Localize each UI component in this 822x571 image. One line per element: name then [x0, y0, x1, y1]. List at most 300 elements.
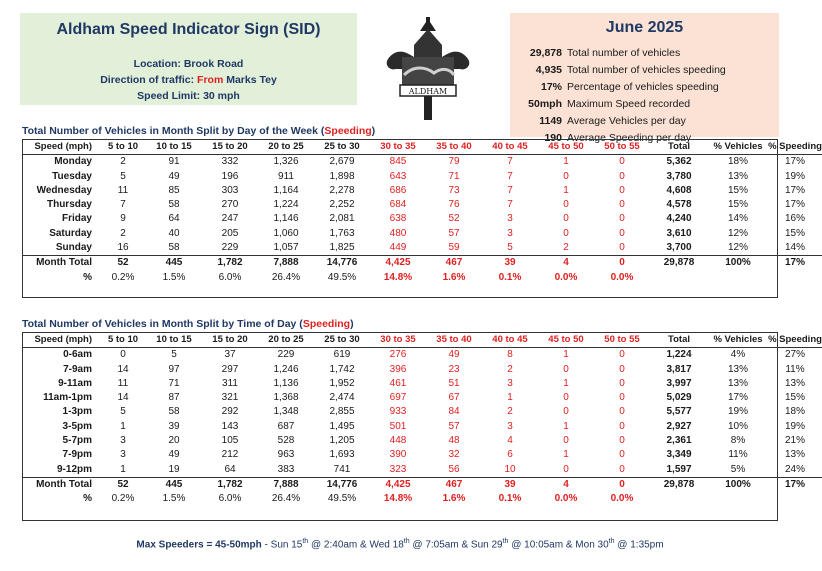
table-cell: 14% — [727, 213, 748, 225]
table-row — [22, 377, 822, 391]
table-cell: 14,776 — [314, 477, 370, 492]
table-cell: 11 — [117, 377, 129, 389]
table-cell: % — [83, 493, 92, 505]
table-cell: 29,878 — [650, 256, 708, 271]
table-cell: 19% — [784, 170, 805, 182]
table-cell: 4 — [538, 477, 594, 492]
table-cell: 467 — [426, 477, 482, 492]
table-cell: 0 — [619, 213, 625, 225]
table-cell: 15% — [784, 392, 805, 404]
table-cell: 212 — [221, 449, 239, 461]
table-cell: 6 — [507, 449, 513, 461]
table-cell: 1 — [563, 349, 569, 361]
table-cell: 3 — [507, 377, 513, 389]
table-cell: 0.1% — [498, 271, 522, 283]
table-cell: 4,425 — [370, 256, 426, 271]
table-cell: 303 — [221, 184, 239, 196]
table-cell: 0 — [619, 463, 625, 475]
table-cell: 528 — [277, 435, 295, 447]
table-cell: 7-9pm — [62, 449, 92, 461]
table-cell: 57 — [448, 420, 460, 432]
table-cell: 697 — [389, 392, 407, 404]
table-cell: Wednesday — [36, 184, 92, 196]
table-cell: 3 — [507, 213, 513, 225]
table-cell: 480 — [389, 227, 407, 239]
table-cell: 1 — [563, 449, 569, 461]
table-cell: 91 — [168, 156, 180, 168]
table-cell: 1 — [120, 420, 126, 432]
month-total-row — [22, 477, 822, 492]
table-cell: 619 — [333, 349, 351, 361]
column-header: 30 to 35 — [380, 334, 416, 345]
table-cell: 4,578 — [666, 199, 692, 211]
day-of-week-table — [22, 140, 822, 285]
table-cell: 449 — [389, 242, 407, 254]
table-cell: 76 — [448, 199, 460, 211]
table-cell: 247 — [221, 213, 239, 225]
table-cell: 17% — [727, 392, 748, 404]
table-cell: 0 — [619, 242, 625, 254]
table-cell: 2,081 — [329, 213, 355, 225]
table-cell: 52 — [448, 213, 460, 225]
table-cell: 2 — [507, 406, 513, 418]
table-cell: 1,224 — [666, 349, 692, 361]
table-cell: 1,825 — [329, 242, 355, 254]
column-header: 50 to 55 — [604, 141, 640, 152]
table-cell: 390 — [389, 449, 407, 461]
table-cell: 5,362 — [666, 156, 692, 168]
table-cell: 1,495 — [329, 420, 355, 432]
table-cell: 39 — [482, 477, 538, 492]
table-cell: 52 — [100, 477, 146, 492]
table-cell: 4,240 — [666, 213, 692, 225]
table-cell: 7 — [507, 170, 513, 182]
column-header: 40 to 45 — [492, 334, 528, 345]
table-cell: 205 — [221, 227, 239, 239]
table-cell: 1.5% — [162, 493, 186, 505]
table-cell: 11 — [117, 184, 129, 196]
table-cell: 445 — [146, 477, 202, 492]
table-cell: 13% — [727, 363, 748, 375]
table-cell: 741 — [333, 463, 351, 475]
column-header: % Speeding — [768, 141, 822, 152]
table-cell: 85 — [168, 184, 180, 196]
table-cell: 10% — [727, 420, 748, 432]
sign-name: ALDHAM — [408, 87, 448, 96]
table-cell: 383 — [277, 463, 295, 475]
table-cell: 14 — [117, 392, 129, 404]
table-row — [22, 363, 822, 377]
table-cell: 1,057 — [273, 242, 299, 254]
table-cell: 40 — [168, 227, 180, 239]
column-header: 20 to 25 — [268, 141, 304, 152]
table-cell: 19 — [168, 463, 180, 475]
table-cell: 49 — [448, 349, 460, 361]
table-cell: Thursday — [46, 199, 92, 211]
table-cell: 100% — [708, 477, 768, 492]
table-cell: 19% — [727, 406, 748, 418]
table-cell: 9-12pm — [56, 463, 92, 475]
table-cell: 5,029 — [666, 392, 692, 404]
table-cell: 11% — [785, 363, 805, 375]
column-header: Total — [668, 334, 690, 345]
table-cell: 48 — [448, 435, 460, 447]
time-of-day-table — [22, 333, 822, 507]
table-cell: 0 — [594, 256, 650, 271]
column-header: % Vehicles — [713, 141, 763, 152]
table-cell: 13% — [784, 449, 805, 461]
table-cell: 1-3pm — [62, 406, 92, 418]
table-cell: 49.5% — [327, 271, 357, 283]
table-cell: 0 — [619, 377, 625, 389]
table-cell: 196 — [221, 170, 239, 182]
column-header: 50 to 55 — [604, 334, 640, 345]
table-cell: 2 — [563, 242, 569, 254]
table-cell: 5 — [171, 349, 177, 361]
table-cell: 17% — [768, 477, 822, 492]
table-cell: 4,425 — [370, 477, 426, 492]
table-cell: 12% — [727, 227, 748, 239]
table-cell: 0 — [619, 363, 625, 375]
table-cell: 0.1% — [498, 493, 522, 505]
column-header: 10 to 15 — [156, 334, 192, 345]
table-cell: 51 — [448, 377, 460, 389]
table-cell: 1,898 — [329, 170, 355, 182]
table-cell: 2,474 — [329, 392, 355, 404]
table-cell: 2 — [507, 363, 513, 375]
table-cell: 0.2% — [111, 493, 135, 505]
table-cell: 229 — [221, 242, 239, 254]
table-cell: 0 — [563, 435, 569, 447]
table-cell: 7 — [120, 199, 126, 211]
column-header: 25 to 30 — [324, 334, 360, 345]
table-cell: 15% — [727, 184, 748, 196]
table-cell: Month Total — [22, 477, 100, 492]
table-cell: Saturday — [49, 227, 92, 239]
table-cell: 2,278 — [329, 184, 355, 196]
table-cell: 687 — [277, 420, 295, 432]
table-cell: 14.8% — [383, 271, 413, 283]
title-box — [20, 13, 357, 105]
column-header: 10 to 15 — [156, 141, 192, 152]
table-cell: 6.0% — [218, 493, 242, 505]
table-cell: 3,610 — [666, 227, 692, 239]
table-cell: 1.5% — [162, 271, 186, 283]
table-cell: 0-6am — [63, 349, 92, 361]
column-header: 45 to 50 — [548, 334, 584, 345]
table-cell: 2,927 — [666, 420, 692, 432]
table-row — [22, 155, 822, 170]
table-cell: 49 — [168, 449, 180, 461]
column-header: Total — [668, 141, 690, 152]
table-cell: 5 — [120, 406, 126, 418]
table-cell: 1,952 — [329, 377, 355, 389]
table-cell: 100% — [708, 256, 768, 271]
table-cell: 3,700 — [666, 242, 692, 254]
table-cell: 13% — [727, 377, 748, 389]
table-cell: 58 — [168, 242, 180, 254]
table-cell: 71 — [448, 170, 460, 182]
table-cell: 3 — [507, 227, 513, 239]
table-cell: 14.8% — [383, 493, 413, 505]
table-cell: 0 — [563, 463, 569, 475]
table-cell: 23 — [448, 363, 460, 375]
table-cell: 26.4% — [271, 271, 301, 283]
table-row — [22, 198, 822, 212]
table-cell: 15% — [784, 227, 805, 239]
column-header: 45 to 50 — [548, 141, 584, 152]
table-cell: 87 — [168, 392, 180, 404]
table-cell: 64 — [224, 463, 236, 475]
table-cell: 5% — [730, 463, 746, 475]
table-cell: 1,782 — [202, 256, 258, 271]
table-cell: 2,679 — [329, 156, 355, 168]
table-cell: 297 — [221, 363, 239, 375]
table-cell: 56 — [448, 463, 460, 475]
table-cell: 58 — [168, 406, 180, 418]
table-cell: 0 — [619, 406, 625, 418]
summary-row: 1149 Average Vehicles per day — [539, 115, 686, 127]
table-row — [22, 420, 822, 434]
table-cell: 1,742 — [329, 363, 355, 375]
table-cell: 643 — [389, 170, 407, 182]
table-cell: 1,763 — [329, 227, 355, 239]
percent-row — [22, 271, 822, 285]
table-cell: 1.6% — [442, 271, 466, 283]
column-header: Speed (mph) — [34, 141, 92, 152]
table-cell: 16% — [784, 213, 805, 225]
table-cell: 5 — [507, 242, 513, 254]
percent-row — [22, 492, 822, 506]
column-header: Speed (mph) — [34, 334, 92, 345]
table-cell: 461 — [389, 377, 407, 389]
table-cell: 1 — [563, 420, 569, 432]
table-cell: 396 — [389, 363, 407, 375]
table-cell: 0.0% — [554, 493, 578, 505]
table-cell: 1,205 — [329, 435, 355, 447]
table-cell: 8 — [507, 349, 513, 361]
column-header: 15 to 20 — [212, 334, 248, 345]
table-cell: 963 — [277, 449, 295, 461]
table-cell: 5,577 — [666, 406, 692, 418]
table-cell: 1 — [563, 156, 569, 168]
table-cell: 12% — [727, 242, 748, 254]
table-cell: 845 — [389, 156, 407, 168]
table-cell: 1,693 — [329, 449, 355, 461]
table-cell: 84 — [448, 406, 460, 418]
table-cell: 0 — [619, 184, 625, 196]
table-cell: 97 — [168, 363, 180, 375]
table-cell: 448 — [389, 435, 407, 447]
table-row — [22, 227, 822, 241]
table-cell: 7,888 — [258, 256, 314, 271]
report-month: June 2025 — [605, 19, 684, 36]
table-cell: 6.0% — [218, 271, 242, 283]
table-cell: 39 — [168, 420, 180, 432]
column-header: 35 to 40 — [436, 141, 472, 152]
table-cell: 21% — [784, 435, 805, 447]
table-cell: 3-5pm — [62, 420, 92, 432]
table-cell: % — [83, 271, 92, 283]
table-cell: 7-9am — [63, 363, 92, 375]
column-header: 35 to 40 — [436, 334, 472, 345]
table-cell: 0 — [619, 170, 625, 182]
table-cell: 276 — [389, 349, 407, 361]
table-cell: 1.6% — [442, 493, 466, 505]
table-cell: 17% — [784, 199, 805, 211]
table-cell: 4 — [538, 256, 594, 271]
table-cell: 1,368 — [273, 392, 299, 404]
table-cell: 686 — [389, 184, 407, 196]
table-cell: 0 — [563, 363, 569, 375]
table-cell: 4 — [507, 435, 513, 447]
table-cell: 0 — [619, 420, 625, 432]
table-cell: 0 — [563, 199, 569, 211]
table-cell: 638 — [389, 213, 407, 225]
table-cell: 1,146 — [273, 213, 299, 225]
table-cell: Friday — [61, 213, 92, 225]
table-cell: 445 — [146, 256, 202, 271]
table-cell: 0 — [619, 349, 625, 361]
table-cell: 3,349 — [666, 449, 692, 461]
table-cell: 14 — [117, 363, 129, 375]
table-cell: 17% — [784, 184, 805, 196]
table-cell: 1,136 — [273, 377, 299, 389]
table-cell: 1,246 — [273, 363, 299, 375]
column-header: % Speeding — [768, 334, 822, 345]
table-cell: 27% — [784, 349, 805, 361]
table-cell: 0.0% — [610, 271, 634, 283]
table-cell: Sunday — [55, 242, 92, 254]
sign-title: Aldham Speed Indicator Sign (SID) — [56, 21, 321, 38]
column-header: 5 to 10 — [107, 334, 139, 345]
summary-row: 50mph Maximum Speed recorded — [528, 98, 691, 110]
max-speeders-note: Max Speeders = 45-50mph - Sun 15th @ 2:40am & Wed 18th @ 7:05am & Sun 29th @ 10:05am & Mon 30th @ 1:35pm — [136, 538, 664, 551]
table-cell: 684 — [389, 199, 407, 211]
table-cell: 1 — [507, 392, 513, 404]
table-cell: 11% — [728, 449, 748, 461]
table-row — [22, 448, 822, 462]
table-cell: 1,326 — [273, 156, 299, 168]
table-cell: 64 — [168, 213, 180, 225]
table-cell: 7 — [507, 199, 513, 211]
summary-box — [510, 13, 779, 144]
table-cell: 3 — [120, 435, 126, 447]
table-row — [22, 212, 822, 226]
table-cell: 5-7pm — [62, 435, 92, 447]
table-cell: Monday — [54, 156, 92, 168]
summary-row: 4,935 Total number of vehicles speeding — [535, 64, 726, 76]
table-cell: 71 — [168, 377, 180, 389]
table-cell: 11am-1pm — [43, 392, 92, 404]
table-cell: 52 — [100, 256, 146, 271]
table-cell: 57 — [448, 227, 460, 239]
day-of-week-table-title: Total Number of Vehicles in Month Split by Day of the Week (Speeding) — [22, 125, 376, 137]
table-cell: 1,348 — [273, 406, 299, 418]
table-cell: 311 — [222, 377, 238, 389]
table-cell: 18% — [784, 406, 805, 418]
table-cell: 37 — [224, 349, 236, 361]
table-cell: 20 — [168, 435, 180, 447]
table-cell: 4% — [730, 349, 746, 361]
table-cell: 1 — [120, 463, 126, 475]
table-cell: 5 — [120, 170, 126, 182]
month-total-row — [22, 256, 822, 271]
table-cell: 229 — [277, 349, 295, 361]
column-header: 5 to 10 — [107, 141, 139, 152]
table-row — [22, 434, 822, 448]
table-row — [22, 241, 822, 256]
column-header: 15 to 20 — [212, 141, 248, 152]
table-cell: 321 — [221, 392, 239, 404]
table-cell: 14,776 — [314, 256, 370, 271]
table-cell: 467 — [426, 256, 482, 271]
table-cell: 0 — [619, 227, 625, 239]
table-cell: 0.0% — [610, 493, 634, 505]
table-cell: 7 — [507, 156, 513, 168]
table-cell: 292 — [221, 406, 239, 418]
table-cell: 39 — [482, 256, 538, 271]
table-cell: 933 — [389, 406, 407, 418]
summary-row: 190 Average Speeding per day — [544, 132, 692, 144]
table-cell: 2 — [120, 227, 126, 239]
table-cell: 17% — [768, 256, 822, 271]
table-cell: 24% — [784, 463, 805, 475]
table-cell: 10 — [504, 463, 516, 475]
table-cell: 4,608 — [666, 184, 692, 196]
table-cell: 58 — [168, 199, 180, 211]
table-cell: 1,164 — [273, 184, 299, 196]
table-cell: Tuesday — [52, 170, 92, 182]
table-cell: 13% — [784, 377, 805, 389]
table-cell: 17% — [784, 156, 805, 168]
table-row — [22, 170, 822, 184]
column-header: % Vehicles — [713, 334, 763, 345]
table-cell: 0 — [563, 227, 569, 239]
table-cell: 332 — [221, 156, 239, 168]
direction-label: Direction of traffic: From Marks Tey — [100, 74, 277, 86]
table-cell: 0 — [619, 435, 625, 447]
table-cell: 143 — [221, 420, 239, 432]
table-cell: 0 — [120, 349, 126, 361]
table-cell: 29,878 — [650, 477, 708, 492]
table-cell: 16 — [117, 242, 129, 254]
location-label: Location: Brook Road — [133, 58, 244, 70]
table-cell: 1,597 — [666, 463, 692, 475]
table-cell: 0 — [563, 392, 569, 404]
table-cell: 1,060 — [273, 227, 299, 239]
time-of-day-table-title: Total Number of Vehicles in Month Split by Time of Day (Speeding) — [22, 318, 354, 330]
table-cell: 3,780 — [666, 170, 692, 182]
table-cell: 2,361 — [666, 435, 692, 447]
table-cell: 0 — [619, 199, 625, 211]
table-cell: 0 — [563, 170, 569, 182]
table-cell: 0.0% — [554, 271, 578, 283]
table-cell: 270 — [221, 199, 239, 211]
table-cell: 7,888 — [258, 477, 314, 492]
column-header: 25 to 30 — [324, 141, 360, 152]
table-row — [22, 391, 822, 405]
table-cell: 32 — [448, 449, 460, 461]
table-cell: 13% — [727, 170, 748, 182]
table-row — [22, 184, 822, 198]
table-cell: 105 — [221, 435, 239, 447]
table-cell: 3,817 — [666, 363, 692, 375]
table-cell: 18% — [727, 156, 748, 168]
table-row — [22, 348, 822, 363]
speed-limit-label: Speed Limit: 30 mph — [137, 90, 240, 102]
column-header: 40 to 45 — [492, 141, 528, 152]
